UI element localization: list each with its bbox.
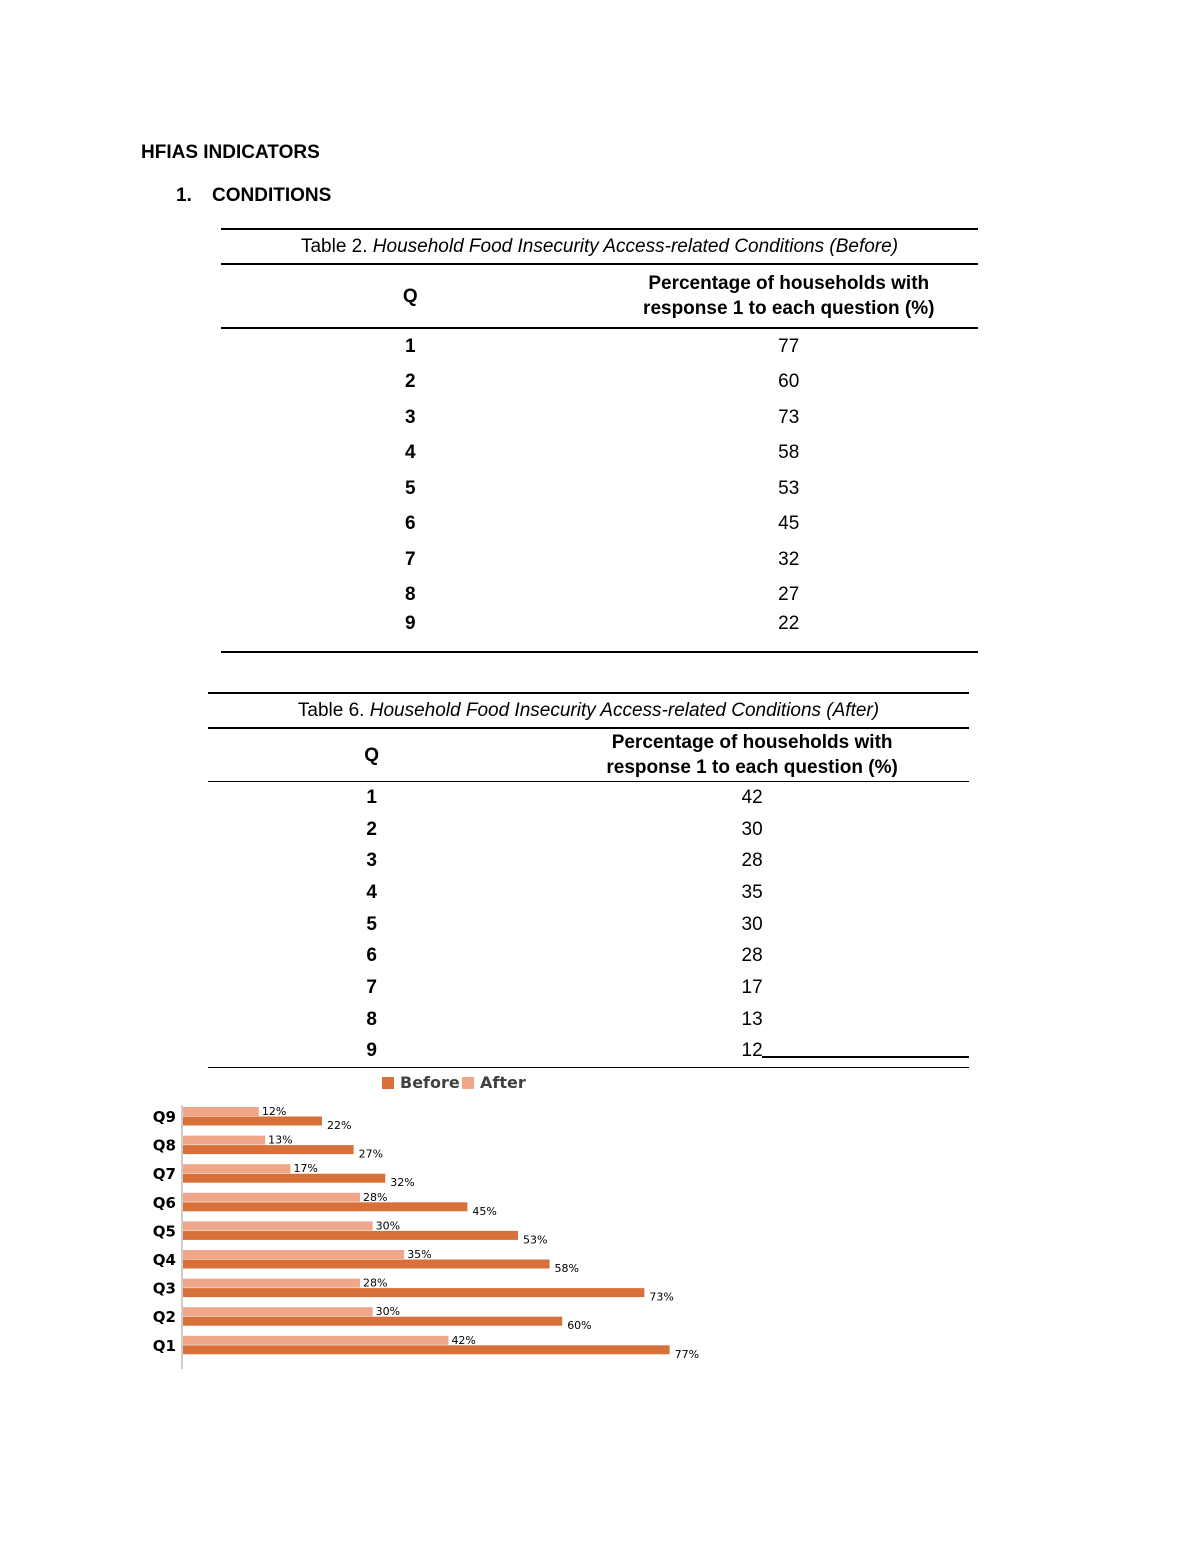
data-label-before: 73% bbox=[649, 1290, 674, 1304]
legend-label-after: After bbox=[480, 1073, 526, 1092]
table-row bbox=[221, 613, 978, 652]
table-caption-prefix: Table 2. bbox=[300, 236, 373, 257]
category-label: Q2 bbox=[152, 1308, 176, 1327]
bar-before bbox=[183, 1288, 644, 1297]
table-caption-title: Household Food Insecurity Access-related Conditions (Before) bbox=[372, 236, 899, 257]
row-question-number: 8 bbox=[404, 584, 416, 606]
row-question-number: 6 bbox=[366, 945, 377, 967]
bar-after bbox=[183, 1164, 290, 1173]
category-label: Q6 bbox=[152, 1193, 176, 1212]
table-row bbox=[208, 909, 969, 941]
data-label-after: 13% bbox=[268, 1133, 293, 1147]
row-question-number: 1 bbox=[404, 335, 416, 357]
row-percentage: 73 bbox=[778, 406, 800, 428]
category-label: Q1 bbox=[152, 1336, 176, 1355]
page-heading: HFIAS INDICATORS bbox=[141, 142, 320, 163]
table-row bbox=[221, 471, 978, 507]
row-percentage: 30 bbox=[741, 818, 763, 840]
bar-before bbox=[183, 1202, 467, 1211]
bar-before bbox=[183, 1174, 385, 1183]
row-question-number: 6 bbox=[404, 513, 416, 535]
row-percentage: 12 bbox=[535, 1036, 969, 1068]
table-row bbox=[221, 400, 978, 436]
row-question-number: 1 bbox=[366, 786, 377, 808]
category-label: Q7 bbox=[152, 1165, 176, 1184]
bar-after bbox=[183, 1107, 259, 1116]
row-percentage: 45 bbox=[778, 513, 800, 535]
row-question-number: 5 bbox=[404, 477, 416, 499]
bar-after bbox=[183, 1307, 373, 1316]
table-row bbox=[208, 1036, 969, 1068]
row-question-number: 3 bbox=[404, 406, 416, 428]
row-percentage: 17 bbox=[741, 976, 763, 998]
data-label-after: 42% bbox=[451, 1333, 476, 1347]
data-label-before: 45% bbox=[472, 1204, 497, 1218]
column-header-line-1: Percentage of households with bbox=[648, 273, 930, 294]
column-header-q: Q bbox=[221, 265, 600, 328]
table-row bbox=[221, 507, 978, 543]
table-rule bbox=[762, 1056, 969, 1058]
table-row bbox=[221, 365, 978, 401]
table-row bbox=[208, 877, 969, 909]
row-percentage: 27 bbox=[778, 584, 800, 606]
row-percentage: 30 bbox=[741, 913, 763, 935]
row-percentage: 22 bbox=[600, 613, 979, 652]
column-header-line-2: response 1 to each question (%) bbox=[606, 757, 898, 778]
category-label: Q3 bbox=[152, 1279, 176, 1298]
row-percentage: 42 bbox=[741, 786, 763, 808]
data-label-before: 58% bbox=[554, 1262, 580, 1275]
bar-after bbox=[183, 1279, 360, 1288]
bar-before bbox=[183, 1317, 562, 1326]
bar-after bbox=[183, 1193, 360, 1202]
table-header-row bbox=[208, 729, 969, 782]
column-header-q: Q bbox=[208, 729, 535, 782]
row-question-number: 7 bbox=[404, 548, 416, 570]
bar-before bbox=[183, 1260, 550, 1269]
row-question-number: 3 bbox=[366, 850, 377, 872]
section-number: 1. bbox=[176, 185, 192, 206]
table-row bbox=[208, 782, 969, 814]
row-question-number: 5 bbox=[366, 913, 377, 935]
table-row bbox=[221, 436, 978, 472]
row-percentage: 13 bbox=[741, 1008, 763, 1030]
bar-after bbox=[183, 1221, 373, 1230]
column-header-percentage bbox=[535, 729, 969, 782]
data-label-before: 53% bbox=[522, 1233, 548, 1247]
row-percentage: 53 bbox=[778, 477, 800, 499]
row-question-number: 4 bbox=[366, 881, 377, 903]
column-header-percentage bbox=[600, 265, 979, 328]
bar-before bbox=[183, 1117, 322, 1126]
row-question-number: 2 bbox=[366, 818, 377, 840]
table-caption bbox=[221, 228, 978, 265]
row-question-number: 4 bbox=[404, 442, 416, 464]
bar-after bbox=[183, 1136, 265, 1145]
column-header-line-2: response 1 to each question (%) bbox=[643, 298, 935, 319]
table-row bbox=[208, 1004, 969, 1036]
column-header-line-1: Percentage of households with bbox=[611, 732, 893, 753]
row-percentage: 58 bbox=[778, 442, 800, 464]
legend-label-before: Before bbox=[400, 1073, 460, 1092]
table-row bbox=[208, 814, 969, 846]
table-caption-title: Household Food Insecurity Access-related Conditions (After) bbox=[369, 700, 880, 721]
data-label-after: 30% bbox=[375, 1305, 401, 1319]
data-label-before: 32% bbox=[390, 1176, 415, 1190]
category-label: Q9 bbox=[152, 1108, 176, 1126]
table-row bbox=[208, 845, 969, 877]
table-caption-prefix: Table 6. bbox=[297, 700, 370, 721]
bar-before bbox=[183, 1231, 518, 1240]
data-label-before: 22% bbox=[327, 1119, 352, 1132]
row-question-number: 9 bbox=[221, 613, 600, 652]
legend-swatch-before bbox=[382, 1077, 394, 1089]
data-label-before: 77% bbox=[674, 1347, 700, 1361]
section-title: CONDITIONS bbox=[212, 185, 332, 206]
row-question-number: 7 bbox=[366, 976, 377, 998]
category-label: Q5 bbox=[152, 1222, 176, 1241]
table-row bbox=[208, 940, 969, 972]
row-question-number: 2 bbox=[404, 371, 416, 393]
data-label-after: 30% bbox=[375, 1219, 401, 1233]
table-header-row bbox=[221, 265, 978, 328]
bar-after bbox=[183, 1250, 404, 1259]
legend-swatch-after bbox=[462, 1077, 474, 1089]
conditions-table-after bbox=[208, 692, 969, 1068]
row-percentage: 28 bbox=[741, 945, 763, 967]
data-label-after: 28% bbox=[362, 1190, 388, 1204]
table-caption bbox=[208, 692, 969, 729]
category-label: Q8 bbox=[152, 1136, 176, 1155]
row-percentage: 28 bbox=[741, 850, 763, 872]
data-label-before: 27% bbox=[358, 1147, 384, 1161]
conditions-table-before bbox=[221, 228, 978, 653]
row-percentage: 60 bbox=[778, 371, 800, 393]
section-heading bbox=[176, 185, 331, 207]
bar-before bbox=[183, 1345, 670, 1354]
row-question-number: 8 bbox=[366, 1008, 377, 1030]
category-label: Q4 bbox=[152, 1251, 176, 1269]
before-after-bar-chart bbox=[140, 1065, 760, 1375]
row-percentage: 32 bbox=[778, 548, 800, 570]
data-label-after: 17% bbox=[293, 1162, 318, 1176]
table-row bbox=[221, 578, 978, 614]
row-question-number: 9 bbox=[208, 1036, 535, 1068]
table-row bbox=[208, 972, 969, 1004]
row-percentage: 77 bbox=[778, 335, 800, 357]
data-label-before: 60% bbox=[567, 1319, 592, 1333]
table-row bbox=[221, 328, 978, 365]
data-label-after: 12% bbox=[261, 1105, 287, 1118]
bar-after bbox=[183, 1336, 448, 1345]
data-label-after: 35% bbox=[407, 1248, 432, 1261]
row-percentage: 35 bbox=[741, 881, 763, 903]
table-row bbox=[221, 542, 978, 578]
data-label-after: 28% bbox=[362, 1276, 388, 1290]
